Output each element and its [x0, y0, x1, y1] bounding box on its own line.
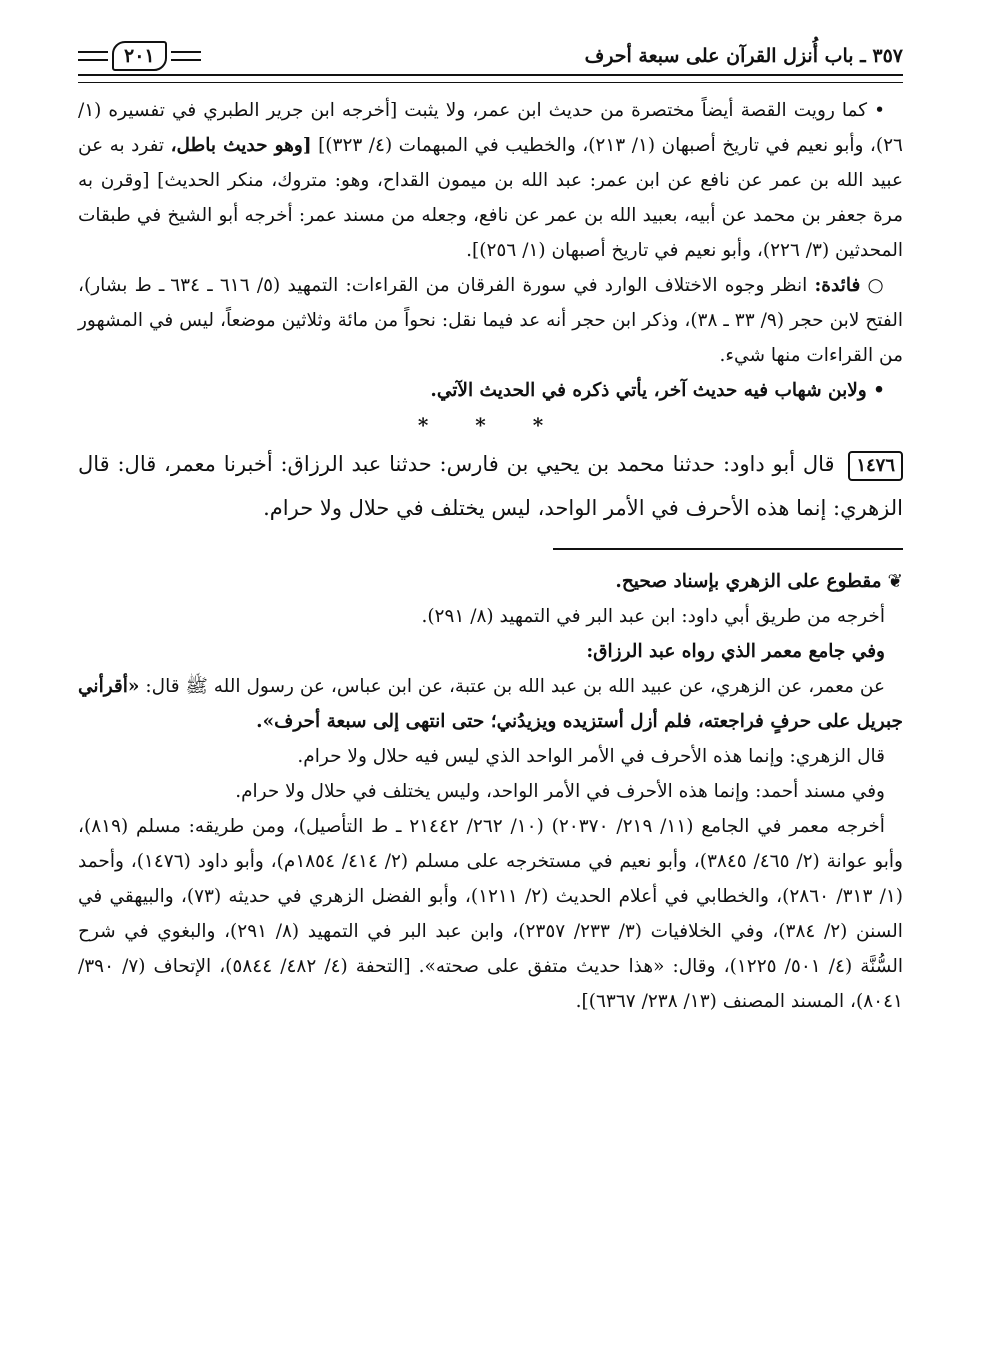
footnote-takhrij-1: أخرجه من طريق أبي داود: ابن عبد البر في التمهيد (٨/ ٢٩١).: [421, 606, 885, 627]
prophetic-text: «أقرأني جبريل على حرفٍ فراجعته، فلم أزل أستزيده ويزيدُني؛ حتى انتهى إلى سبعة أحرف».: [78, 676, 903, 732]
top-section: [78, 93, 903, 442]
footnote-isnad: عن معمر، عن الزهري، عن عبيد الله بن عبد الله بن عتبة، عن ابن عباس، عن رسول الله ﷺ قال: «أقرأني جبريل على حرفٍ فراجعته، فلم أزل أستزيده ويزيدُني؛ حتى انتهى إلى سبعة أحرف».: [78, 676, 903, 732]
ornament-line-icon: [78, 51, 108, 61]
fleuron-icon: ❦: [887, 571, 903, 592]
running-header: [78, 40, 903, 72]
circle-marker-icon: ○: [867, 275, 885, 296]
footnotes: [78, 564, 903, 1019]
ornament-line-icon: [171, 51, 201, 61]
footnote-grade: ❦ مقطوع على الزهري بإسناد صحيح.: [615, 571, 903, 592]
paragraph-faida: ○ فائدة: انظر وجوه الاختلاف الوارد في سورة الفرقان من القراءات: التمهيد (٥/ ٦١٦ ـ ٦٣٤ ـ ط بشار)، الفتح لابن حجر (٩/ ٣٣ ـ ٣٨)، وذكر ابن حجر أنه عد فيما نقل: نحواً من مائة وثلاثين موضعاً، ليس في المشهور من القراءات منها شيء.: [78, 275, 904, 366]
page-number-ornament: [78, 40, 201, 72]
page-number: ٢٠١: [112, 41, 167, 71]
section-stars: * * *: [417, 413, 564, 437]
header-rule: [78, 74, 903, 83]
paragraph-ibn-umar: • كما رويت القصة أيضاً مختصرة من حديث ابن عمر، ولا يثبت [أخرجه ابن جرير الطبري في تفسيره (١/ ٢٦)، وأبو نعيم في تاريخ أصبهان (١/ ٢١٣)، والخطيب في المبهمات (٤/ ٣٢٣)] [وهو حديث باطل، تفرد به عن عبيد الله بن عمر عن نافع عن ابن عمر: عبد الله بن ميمون القداح، وهو: متروك، منكر الحديث] [وقرن به مرة جعفر بن محمد عن أبيه، بعبيد الله بن عمر عن نافع، وجعله من مسند عمر: أخرجه أبو الشيخ في طبقات المحدثين (٣/ ٢٢٦)، وأبو نعيم في تاريخ أصبهان (١/ ٢٥٦)].: [78, 100, 903, 261]
hadith-block: [78, 442, 903, 530]
footnote-musnad: وفي مسند أحمد: وإنما هذه الأحرف في الأمر الواحد، وليس يختلف في حلال ولا حرام.: [235, 781, 885, 802]
footnote-separator: [553, 548, 903, 550]
footnote-takhrij-2: أخرجه معمر في الجامع (١١/ ٢١٩/ ٢٠٣٧٠) (١٠/ ٢٦٢/ ٢١٤٤٢ ـ ط التأصيل)، ومن طريقه: مسلم (٨١٩)، وأبو عوانة (٢/ ٤٦٥/ ٣٨٤٥)، وأبو نعيم في مستخرجه على مسلم (٢/ ٤١٤/ ١٨٥٤م)، وأبو داود (١٤٧٦)، وأحمد (١/ ٣١٣/ ٢٨٦٠)، والخطابي في أعلام الحديث (٢/ ١٢١١)، وأبو الفضل الزهري في حديثه (٧٣)، والبيهقي في السنن (٢/ ٣٨٤)، وفي الخلافيات (٣/ ٢٣٣/ ٢٣٥٧)، وابن عبد البر في التمهيد (٨/ ٢٩١)، والبغوي في شرح السُّنَّة (٤/ ٥٠١/ ١٢٢٥)، وقال: «هذا حديث متفق على صحته». [التحفة (٤/ ٤٨٢/ ٥٨٤٤)، الإتحاف (٧/ ٣٩٠/ ٨٠٤١)، المسند المصنف (١٣/ ٢٣٨/ ٦٣٦٧)].: [78, 816, 903, 1012]
hadith-text: قال أبو داود: حدثنا محمد بن يحيي بن فارس: حدثنا عبد الرزاق: أخبرنا معمر، قال: قال الزهري: إنما هذه الأحرف في الأمر الواحد، ليس يختلف في حلال ولا حرام.: [78, 452, 903, 520]
hadith-number: ١٤٧٦: [848, 451, 903, 481]
footnote-zuhri: قال الزهري: وإنما هذه الأحرف في الأمر الواحد الذي ليس فيه حلال ولا حرام.: [297, 746, 885, 767]
faida-label: فائدة:: [814, 275, 861, 296]
footnote-jami-heading: وفي جامع معمر الذي رواه عبد الرزاق:: [586, 641, 885, 662]
page: [78, 40, 903, 1019]
paragraph-ibn-shihab: • ولابن شهاب فيه حديث آخر، يأتي ذكره في الحديث الآتي.: [430, 380, 885, 401]
running-title: ٣٥٧ ـ باب أُنزل القرآن على سبعة أحرف: [584, 45, 903, 67]
ruling-bold: [وهو حديث باطل،: [170, 135, 312, 156]
